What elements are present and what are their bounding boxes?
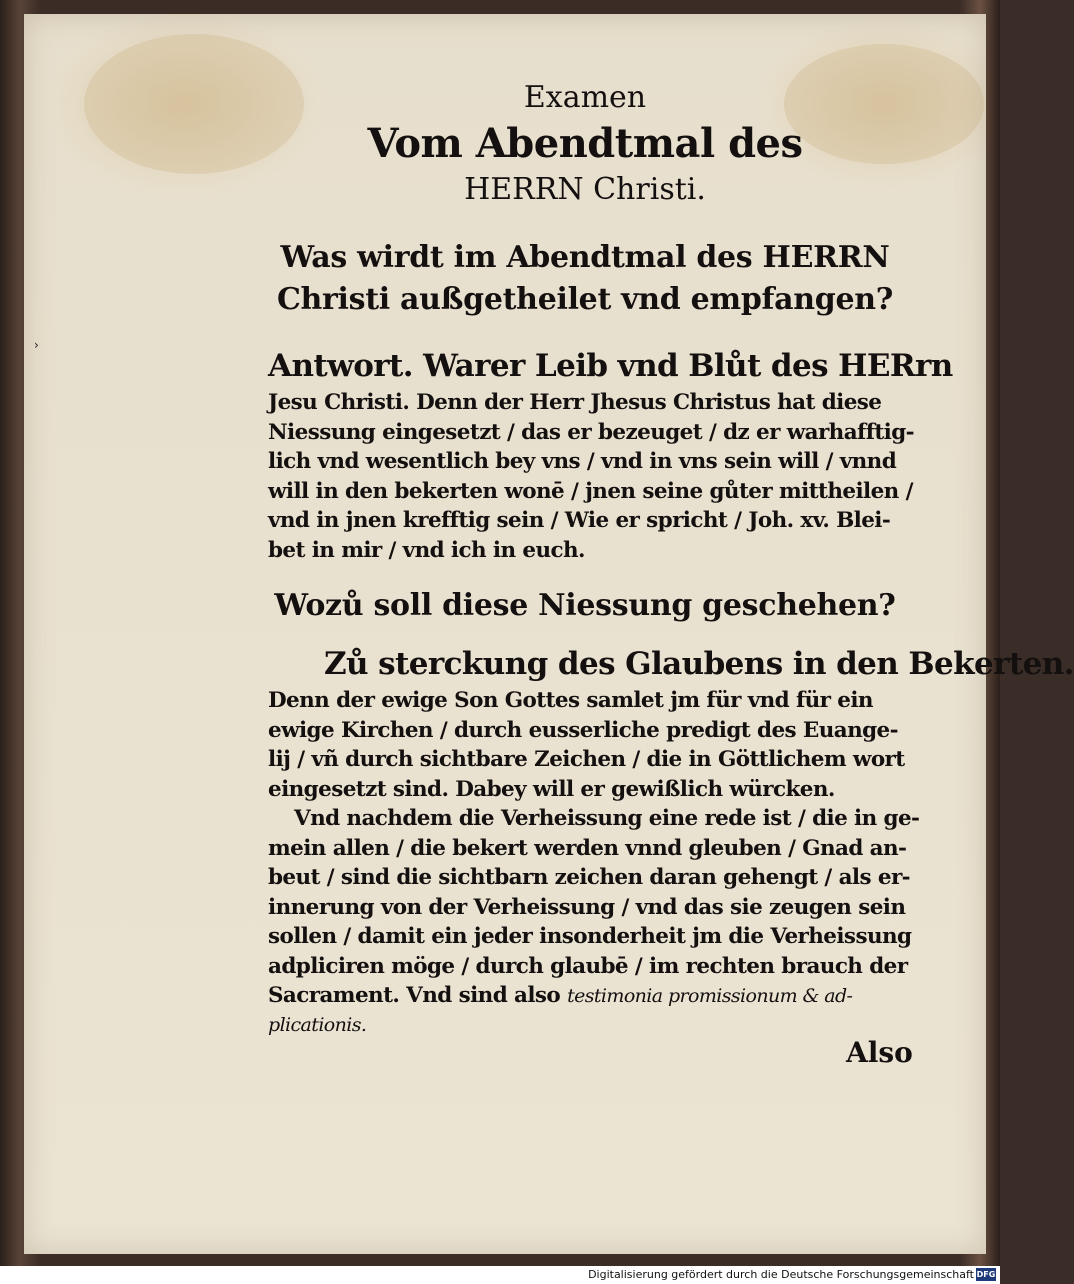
answer-1-line: vnd in jnen krefftig sein / Wie er spricht / Joh. xv. Blei- <box>268 508 891 533</box>
answer-2-line: Vnd nachdem die Verheissung eine rede ist / die in ge- <box>294 806 920 831</box>
answer-2-line: mein allen / die bekert werden vnnd gleuben / Gnad an- <box>268 835 907 861</box>
answer-2-line <box>268 981 926 1011</box>
heading-line-3: HERRN Christi. <box>464 172 706 207</box>
footer-credit: Digitalisierung gefördert durch die Deutsche Forschungsgemeinschaft <box>588 1268 974 1281</box>
answer-2 <box>268 644 1074 1040</box>
answer-2-line: Zů sterckung des Glaubens in den Bekerten. <box>324 646 1074 682</box>
answer-1-line: bet in mir / vnd ich in euch. <box>268 537 585 563</box>
answer-2-line: Denn der ewige Son Gottes samlet jm für vnd für ein <box>268 688 873 713</box>
answer-1-line: Jesu Christi. Denn der Herr Jhesus Christus hat diese <box>268 390 882 415</box>
catchword: Also <box>846 1036 913 1069</box>
question-2: Wozů soll diese Niessung geschehen? <box>274 588 896 623</box>
answer-2-line: adpliciren möge / durch glaubē / im rechten brauch der <box>268 953 908 979</box>
question-2-block <box>244 0 953 640</box>
answer-2-line: sollen / damit ein jeder insonderheit jm die Verheissung <box>268 924 912 949</box>
answer-2-line: eingesetzt sind. Dabey will er gewißlich würcken. <box>268 776 835 802</box>
answer-1-line: will in den bekerten wonē / jnen seine gůter mittheilen / <box>268 478 913 504</box>
latin-phrase: testimonia promissionum & ad- <box>567 985 853 1007</box>
answer-2-line: ewige Kirchen / durch eusserliche predigt des Euange- <box>268 717 898 743</box>
question-1-line-1: Was wirdt im Abendtmal des HERRN <box>280 240 890 275</box>
margin-mark: › <box>34 338 39 352</box>
answer-2-line: lij / vñ durch sichtbare Zeichen / die in Göttlichem wort <box>268 747 905 772</box>
dfg-logo: DFG <box>976 1270 996 1279</box>
latin-line: plicationis. <box>268 1013 367 1036</box>
heading-line-2: Vom Abendtmal des <box>367 120 803 167</box>
answer-1-line: lich vnd wesentlich bey vns / vnd in vns sein will / vnnd <box>268 449 897 474</box>
answer-2-line-text: Sacrament. Vnd sind also <box>268 983 561 1008</box>
question-1-line-2: Christi außgetheilet vnd empfangen? <box>276 282 894 317</box>
answer-1-line: Niessung eingesetzt / das er bezeuget / dz er warhafftig- <box>268 419 915 445</box>
answer-2-line: innerung von der Verheissung / vnd das sie zeugen sein <box>268 894 906 920</box>
heading-line-1: Examen <box>523 80 647 115</box>
answer-1-line: Antwort. Warer Leib vnd Blůt des HERrn <box>268 348 953 384</box>
answer-2-line: beut / sind die sichtbarn zeichen daran gehengt / als er- <box>268 865 910 890</box>
